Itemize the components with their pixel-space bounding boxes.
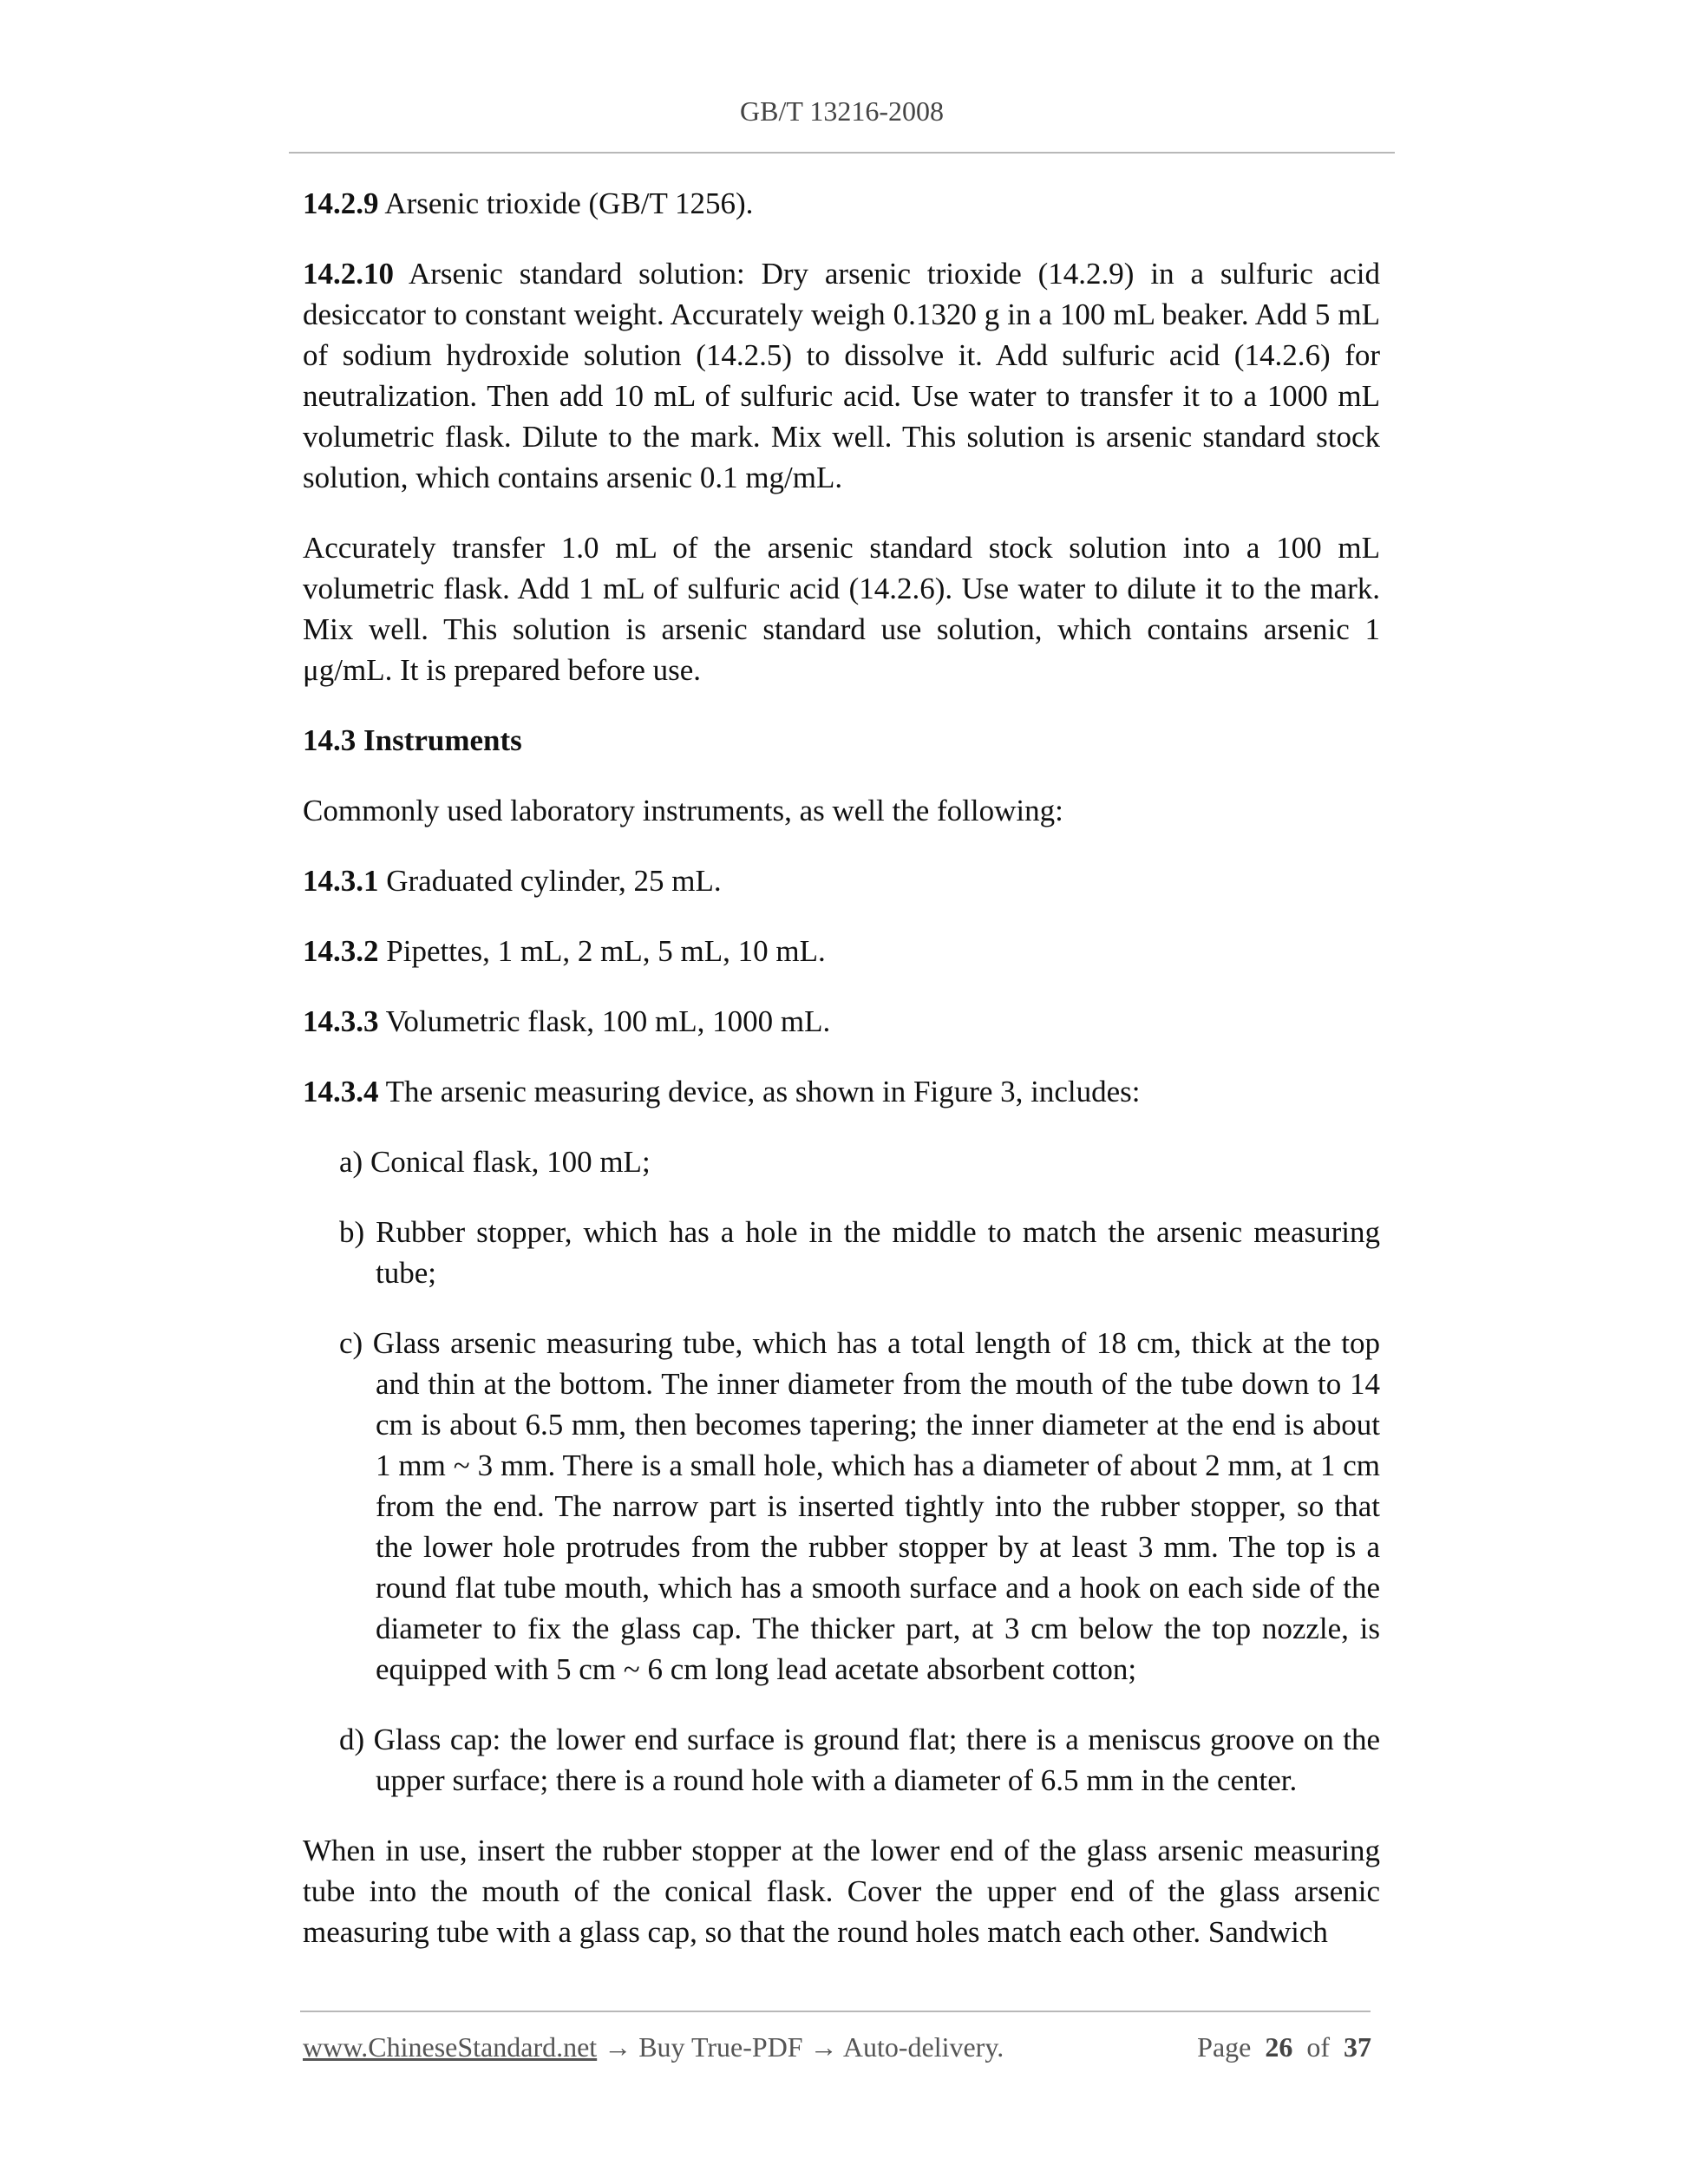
page-number [1197,2030,1371,2064]
clause-number: 14.3.3 [303,1004,379,1038]
clause-text: Pipettes, 1 mL, 2 mL, 5 mL, 10 mL. [378,934,826,968]
footer-divider [300,2011,1371,2012]
current-page: 26 [1265,2031,1293,2063]
clause-14-3-2 [303,931,1380,971]
of-label: of [1306,2031,1330,2063]
paragraph-use-solution: Accurately transfer 1.0 mL of the arsenic standard stock solution into a 100 mL volumetric flask. Add 1 mL of sulfuric acid (14.2.6). Use water to dilute it to the mark. Mix well. This solution is arsenic standard use solution, which contains arsenic 1 μg/mL. It is prepared before use. [303,531,1380,687]
clause-14-2-9 [303,183,1380,224]
document-body [303,183,1380,1982]
clause-text: Graduated cylinder, 25 mL. [378,864,722,898]
list-item-c: c) Glass arsenic measuring tube, which has a total length of 18 cm, thick at the top and thin at the bottom. The inner diameter from the mouth of the tube down to 14 cm is about 6.5 mm, then becomes tapering; the inner diameter at the end is about 1 mm ~ 3 mm. There is a small hole, which has a diameter of about 2 mm, at 1 cm from the end. The narrow part is inserted tightly into the rubber stopper, so that the lower hole protrudes from the rubber stopper by at least 3 mm. The top is a round flat tube mouth, which has a smooth surface and a hook on each side of the diameter to fix the glass cap. The thicker part, at 3 cm below the top nozzle, is equipped with 5 cm ~ 6 cm long lead acetate absorbent cotton; [339,1326,1380,1686]
website-link[interactable]: www.ChineseStandard.net [303,2031,598,2063]
list-item-a: a) Conical flask, 100 mL; [339,1145,651,1179]
list-item-b: b) Rubber stopper, which has a hole in the middle to match the arsenic measuring tube; [339,1215,1380,1290]
clause-text: Arsenic standard solution: Dry arsenic trioxide (14.2.9) in a sulfuric acid desiccator to constant weight. Accurately weigh 0.1320 g in a 100 mL beaker. Add 5 mL of sodium hydroxide solution (14.2.5) to dissolve it. Add sulfuric acid (14.2.6) for neutralization. Then add 10 mL of sulfuric acid. Use water to transfer it to a 1000 mL volumetric flask. Dilute to the mark. Mix well. This solution is arsenic standard stock solution, which contains arsenic 0.1 mg/mL. [303,257,1380,494]
section-heading-text: 14.3 Instruments [303,723,522,757]
clause-14-3-1 [303,860,1380,901]
clause-14-3-4 [303,1071,1380,1112]
page-header: GB/T 13216-2008 [740,95,944,127]
paragraph-usage: When in use, insert the rubber stopper at the lower end of the glass arsenic measuring tube into the mouth of the conical flask. Cover the upper end of the glass arsenic measuring tube with a glass cap, so that the round holes match each other. Sandwich [303,1834,1380,1949]
clause-text: Volumetric flask, 100 mL, 1000 mL. [378,1004,831,1038]
auto-delivery-text: Auto-delivery. [842,2031,1004,2063]
page-footer [303,2030,1371,2064]
clause-number: 14.2.9 [303,186,379,220]
clause-text: Arsenic trioxide (GB/T 1256). [378,186,754,220]
arrow-icon: → [597,2031,639,2063]
section-heading-instruments [303,720,1380,761]
clause-14-2-10 [303,253,1380,498]
clause-number: 14.3.2 [303,934,379,968]
footer-promo [303,2030,1004,2064]
arrow-icon: → [802,2031,843,2063]
clause-14-3-3 [303,1001,1380,1042]
page-label: Page [1197,2031,1252,2063]
header-divider [289,152,1395,154]
paragraph-instruments-intro: Commonly used laboratory instruments, as well the following: [303,794,1063,827]
list-item-d: d) Glass cap: the lower end surface is ground flat; there is a meniscus groove on the upper surface; there is a round hole with a diameter of 6.5 mm in the center. [339,1723,1380,1797]
buy-pdf-text: Buy True-PDF [638,2031,803,2063]
total-pages: 37 [1344,2031,1371,2063]
clause-number: 14.3.1 [303,864,379,898]
clause-number: 14.3.4 [303,1075,379,1108]
clause-number: 14.2.10 [303,257,394,291]
clause-text: The arsenic measuring device, as shown in Figure 3, includes: [378,1075,1141,1108]
